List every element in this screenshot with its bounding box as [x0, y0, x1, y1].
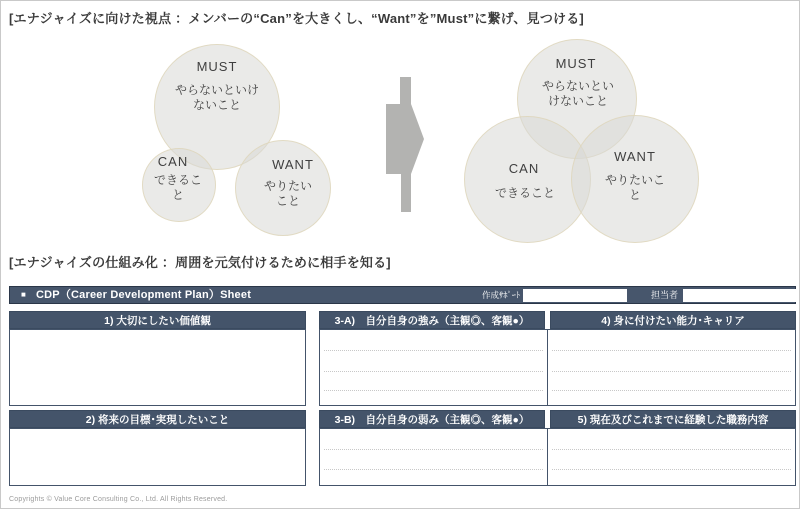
section-title-mechanism: [エナジャイズの仕組み化 ：周囲を元気付けるために相手を知る]	[9, 255, 391, 270]
support-input[interactable]	[523, 289, 627, 302]
dotted-line	[324, 390, 543, 391]
staff-label: 担当者	[651, 290, 679, 300]
dotted-line	[324, 350, 543, 351]
support-label: 作成ｻﾎﾟｰﾄ	[482, 290, 521, 300]
goals-input-area[interactable]	[9, 428, 306, 486]
abilities-input-area[interactable]	[547, 329, 796, 406]
experience-input-area[interactable]	[547, 428, 796, 486]
dotted-line	[552, 449, 791, 450]
strengths-input-area[interactable]	[319, 329, 548, 406]
values-input-area[interactable]	[9, 329, 306, 406]
must-desc: やらないといけないこと	[174, 83, 259, 112]
must-desc: やらないといけないこと	[541, 79, 614, 108]
want-desc: やりたいこと	[604, 173, 665, 202]
can-label: CAN	[157, 154, 189, 169]
want-label: WANT	[272, 157, 314, 172]
dotted-line	[552, 350, 791, 351]
want-label: WANT	[614, 149, 656, 164]
dotted-line	[324, 449, 543, 450]
want-desc: やりたいこと	[263, 179, 312, 208]
dotted-line	[552, 371, 791, 372]
cdp-sheet-title: CDP（Career Development Plan）Sheet	[36, 289, 252, 301]
dotted-line	[324, 469, 543, 470]
weaknesses-input-area[interactable]	[319, 428, 548, 486]
square-bullet-icon: ■	[21, 290, 26, 299]
must-label: MUST	[196, 59, 238, 74]
cell-header-values: 1) 大切にしたい価値観	[9, 311, 306, 329]
cell-header-goals: 2) 将来の目標･実現したいこと	[9, 410, 306, 428]
section-title-viewpoint: [エナジャイズに向けた視点 ：メンバーの“Can”を大きくし、“Want”を”Must”に繋げ、見つける]	[9, 11, 584, 26]
cell-header-abilities: 4) 身に付けたい能力･キャリア	[550, 311, 796, 329]
can-desc: できること	[494, 186, 555, 200]
cell-header-experience: 5) 現在及びこれまでに経験した職務内容	[550, 410, 796, 428]
dotted-line	[552, 469, 791, 470]
cdp-header-bar	[9, 286, 796, 304]
must-label: MUST	[555, 56, 597, 71]
can-desc: できること	[153, 173, 202, 202]
cell-header-strengths: 3-A) 自分自身の強み（主観◎、客観●）	[319, 311, 545, 329]
dotted-line	[552, 390, 791, 391]
can-label: CAN	[508, 161, 540, 176]
copyright-text: Copyrights © Value Core Consulting Co., Ltd. All Rights Reserved.	[9, 496, 228, 503]
staff-input[interactable]	[683, 289, 800, 302]
cell-header-weaknesses: 3-B) 自分自身の弱み（主観◎、客観●）	[319, 410, 545, 428]
dotted-line	[324, 371, 543, 372]
